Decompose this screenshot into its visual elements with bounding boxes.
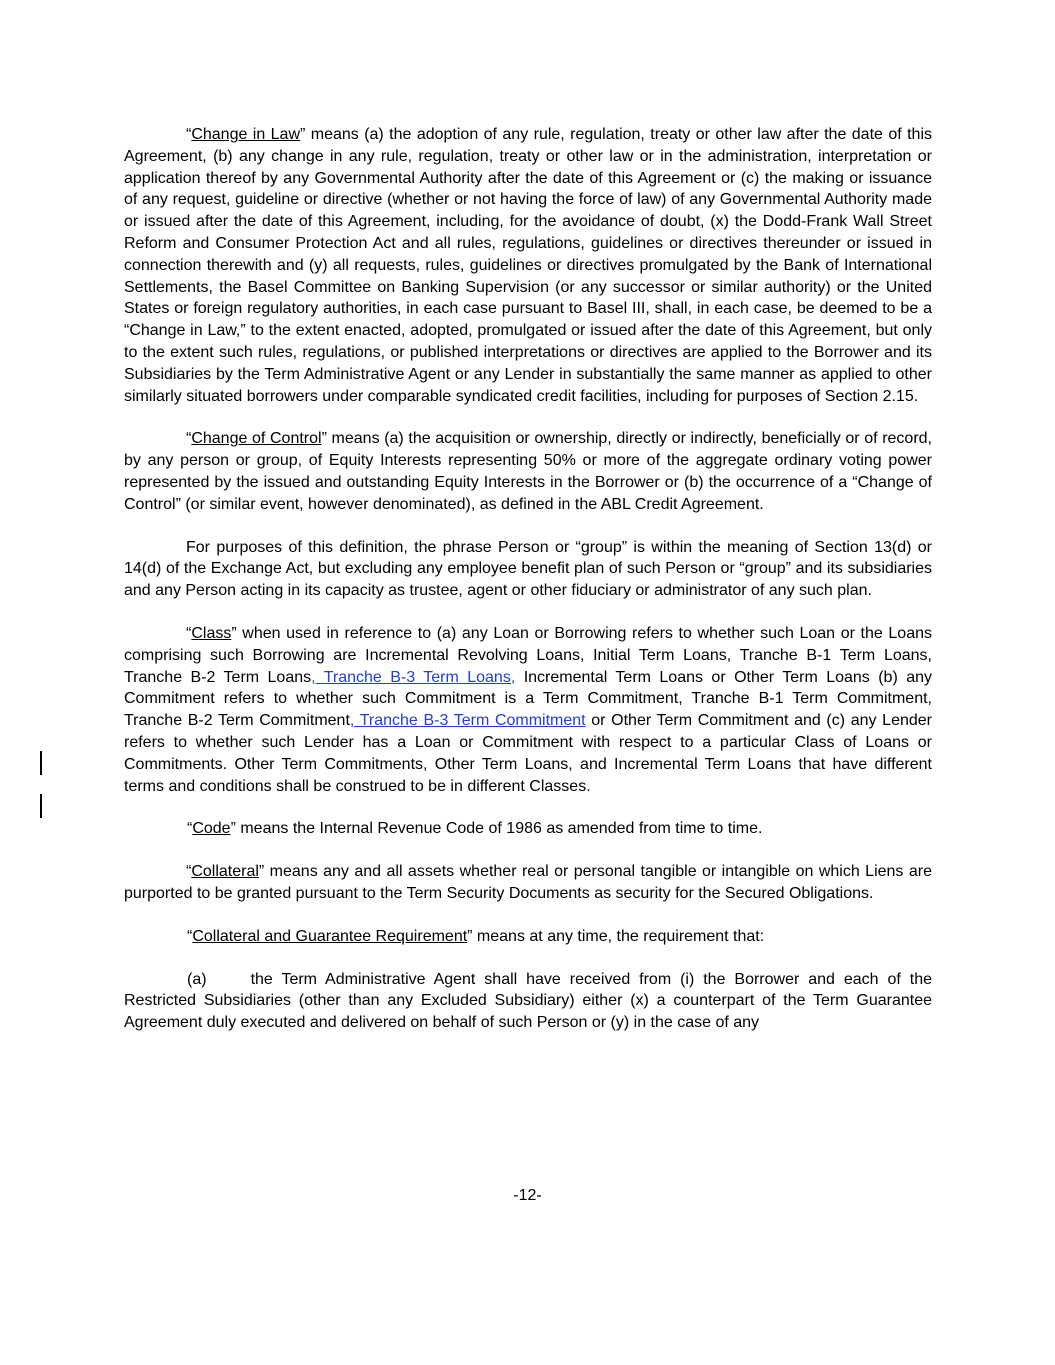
definition-text: means any and all assets whether real or personal tangible or intangible on which Liens are purported to be granted pursuant to the Term Security Documents as security for the Secured Obligations. bbox=[124, 863, 932, 902]
clause-label: (a) bbox=[187, 970, 207, 988]
clause-text: the Term Administrative Agent shall have received from (i) the Borrower and each of the Restricted Subsidiaries (other than any Excluded Subsidiary) either (x) a counterpart of the Term Guarantee Agreement duly executed and delivered on behalf of such Person or (y) in the case of any bbox=[124, 970, 932, 1032]
definition-text: Incremental Term Loans or Other Term Loans (b) any Commitment refers to whether such Commitment is a Term Commitment, Tranche B-1 Term Commitment, Tranche B-2 Term Commitment bbox=[124, 668, 932, 730]
paragraph-purposes: For purposes of this definition, the phrase Person or “group” is within the meaning of Section 13(d) or 14(d) of the Exchange Act, but excluding any employee benefit plan of such Person or “group” and its subsidiaries and any Person acting in its capacity as trustee, agent or other fiduciary or administrator of any such plan. bbox=[124, 538, 932, 600]
change-bar bbox=[40, 794, 42, 818]
document-page bbox=[124, 124, 932, 1055]
inserted-text: , Tranche B-3 Term Loans, bbox=[311, 668, 516, 686]
defined-term: Collateral bbox=[191, 863, 259, 881]
definition-text: or Other Term Commitment and (c) any Lender refers to whether such Lender has a Loan or Commitment with respect to a particular Class of Loans or Commitments. Other Term Commitments, Other Term Loans, and Incremental Term Loans that have different terms and conditions shall be construed to be in different Classes. bbox=[124, 712, 933, 795]
clause-a bbox=[124, 969, 932, 1034]
page-number: -12- bbox=[513, 1187, 542, 1204]
defined-term: Class bbox=[191, 624, 232, 642]
defined-term: Collateral and Guarantee Requirement bbox=[192, 927, 468, 945]
definition-text: means the Internal Revenue Code of 1986 as amended from time to time. bbox=[235, 820, 763, 838]
defined-term: Change of Control bbox=[191, 430, 322, 448]
definition-code: “Code” means the Internal Revenue Code of 1986 as amended from time to time. bbox=[187, 820, 763, 838]
inserted-text: , Tranche B-3 Term Commitment bbox=[349, 712, 586, 730]
change-bar bbox=[40, 751, 42, 775]
definition-change-in-law: “Change in Law” means (a) the adoption of any rule, regulation, treaty or other law after the date of this Agreement, (b) any change in any rule, regulation, treaty or other law or in the administration, interpretation or application thereof by any Governmental Authority after the date of this Agreement or (c) the making or issuance of any request, guideline or directive (whether or not having the force of law) of any Governmental Authority made or issued after the date of this Agreement, including, for the avoidance of doubt, (x) the Dodd-Frank Wall Street Reform and Consumer Protection Act and all rules, regulations, guidelines or directives thereunder or issued in connection therewith and (y) all requests, rules, guidelines or directives promulgated by the Bank of International Settlements, the Basel Committee on Banking Supervision (or any successor or similar authority) or the United States or foreign regulatory authorities, in each case pursuant to Basel III, shall, in each case, be deemed to be a “Change in Law,” to the extent enacted, adopted, promulgated or issued after the date of this Agreement, but only to the extent such rules, regulations, or published interpretations or directives are applied to the Borrower and its Subsidiaries by the Term Administrative Agent or any Lender in substantially the same manner as applied to other similarly situated borrowers under comparable syndicated credit facilities, including for purposes of Section 2.15. bbox=[124, 126, 932, 405]
definition-text: when used in reference to (a) any Loan or Borrowing refers to whether such Loan or the Loans comprising such Borrowing are Incremental Revolving Loans, Initial Term Loans, Tranche B-1 Term Loans, Tranche B-2 Term Loans bbox=[124, 624, 932, 686]
definition-text: means at any time, the requirement that: bbox=[472, 927, 765, 945]
definition-text: means (a) the acquisition or ownership, directly or indirectly, beneficially or of record, by any person or group, of Equity Interests representing 50% or more of the aggregate ordinary voting power represented by the issued and outstanding Equity Interests in the Borrower or (b) the occurrence of a “Change of Control” (or similar event, however denominated), as defined in the ABL Credit Agreement. bbox=[124, 430, 933, 513]
definition-collateral: “Collateral” means any and all assets whether real or personal tangible or intangible on which Liens are purported to be granted pursuant to the Term Security Documents as security for the Secured Obligations. bbox=[124, 863, 932, 902]
definition-class: “Class” when used in reference to (a) any Loan or Borrowing refers to whether such Loan or the Loans comprising such Borrowing are Incremental Revolving Loans, Initial Term Loans, Tranche B-1 Term Loans, Tranche B-2 Term Loans, Tranche B-3 Term Loans, Incremental Term Loans or Other Term Loans (b) any Commitment refers to whether such Commitment is a Term Commitment, Tranche B-1 Term Commitment, Tranche B-2 Term Commitment, Tranche B-3 Term Commitment or Other Term Commitment and (c) any Lender refers to whether such Lender has a Loan or Commitment with respect to a particular Class of Loans or Commitments. Other Term Commitments, Other Term Loans, and Incremental Term Loans that have different terms and conditions shall be construed to be in different Classes. bbox=[124, 624, 933, 795]
definition-collateral-and-guarantee-requirement: “Collateral and Guarantee Requirement” means at any time, the requirement that: bbox=[187, 927, 765, 945]
defined-term: Code bbox=[192, 820, 231, 838]
definition-text: means (a) the adoption of any rule, regulation, treaty or other law after the date of this Agreement, (b) any change in any rule, regulation, treaty or other law or in the administration, interpretation or application thereof by any Governmental Authority after the date of this Agreement or (c) the making or issuance of any request, guideline or directive (whether or not having the force of law) of any Governmental Authority made or issued after the date of this Agreement, including, for the avoidance of doubt, (x) the Dodd-Frank Wall Street Reform and Consumer Protection Act and all rules, regulations, guidelines or directives thereunder or issued in connection therewith and (y) all requests, rules, guidelines or directives promulgated by the Bank of International Settlements, the Basel Committee on Banking Supervision (or any successor or similar authority) or the United States or foreign regulatory authorities, in each case pursuant to Basel III, shall, in each case, be deemed to be a “Change in Law,” to the extent enacted, adopted, promulgated or issued after the date of this Agreement, but only to the extent such rules, regulations, or published interpretations or directives are applied to the Borrower and its Subsidiaries by the Term Administrative Agent or any Lender in substantially the same manner as applied to other similarly situated borrowers under comparable syndicated credit facilities, including for purposes of Section 2.15. bbox=[124, 126, 932, 405]
defined-term: Change in Law bbox=[191, 126, 301, 143]
definition-change-of-control: “Change of Control” means (a) the acquisition or ownership, directly or indirectly, beneficially or of record, by any person or group, of Equity Interests representing 50% or more of the aggregate ordinary voting power represented by the issued and outstanding Equity Interests in the Borrower or (b) the occurrence of a “Change of Control” (or similar event, however denominated), as defined in the ABL Credit Agreement. bbox=[124, 430, 933, 513]
